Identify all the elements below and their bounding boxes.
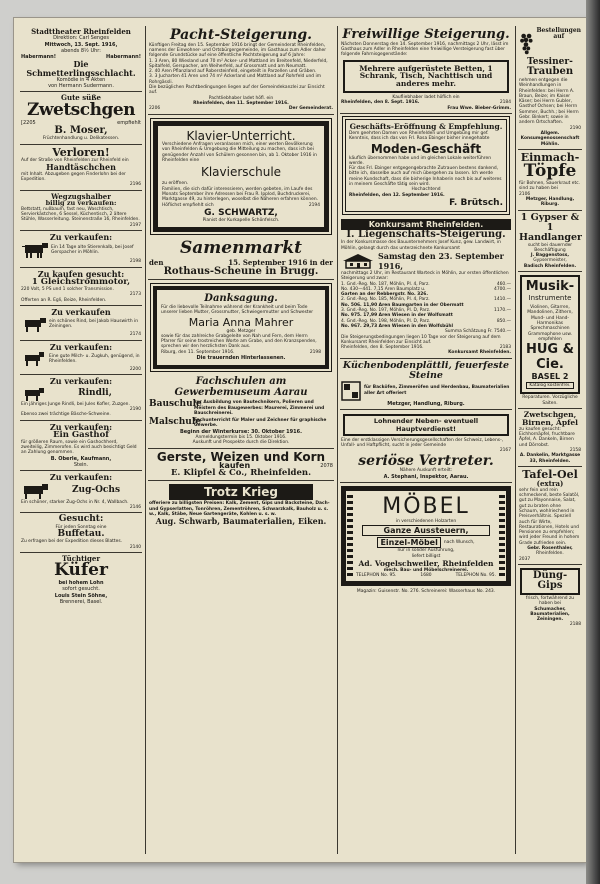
theater-time: abends 8½ Uhr: [61,47,101,54]
ad-fachschulen [148,375,334,448]
house-icon [341,253,375,269]
kuechen-name: Metzger, Handlung, Riburg. [387,400,465,407]
konkurs-item-value: 1410.— [494,297,511,303]
ad-moebel [341,486,511,586]
freiwillig-name: Frau Wwe. Bieber-Grimm. [447,105,511,111]
duengips-text: frisch, fortwährend zu haben bei [525,595,575,607]
ad-klavier [153,121,329,233]
rindli-text: Ein jähriges Junge Rindli, bei Jules Kofler, Zuzgen. [21,401,130,407]
verloren-text2: mit Inhalt. Abzugeben gegen Finderlohn bei der Expedition. [21,171,126,183]
ad-samenmarkt [148,238,334,280]
ad-gerste [148,449,334,482]
dank-title: Danksagung. [204,293,278,305]
duengips-name: Schumacher, Baumaterialien, Zeiningen. [530,606,570,623]
ad-stadttheater [20,26,142,92]
moebel-l3: Einzel-Möbel [377,537,440,548]
konkurs-date: Samstag den 23. September 1916, [378,250,504,271]
pacht-place: Rheinfelden, den 11. September 1916. [193,100,289,106]
konkurs-item: 4. Gnd.-Reg. No. 198, Möhlin, Pl. D, Parz. [341,318,431,324]
zugochs-text: Ein schöner, starker Zug-Ochs in Nr. 4, Wallbach. [21,499,129,505]
gerste-ref: 2078 [320,463,333,470]
zwetschgen-trade: Früchtenhandlung u. Delikatessen. [42,136,120,142]
dank-born: geb. Metzger [226,328,256,334]
fachschulen-info: Auskunft und Prospekte durch die Direktion. [192,440,290,446]
rindli-extra: Ebenso zwei trächtige Bäsche-Schweine. [21,412,111,418]
zwetschgen-top: Gute süße [61,93,101,103]
tessiner-title3: Tessiner- [527,57,573,67]
gerste-title: Gerste, Weizen und Korn [156,449,326,464]
pacht-ref: 2206 [149,106,161,112]
konkurs-p2: nachmittags 2 Uhr, im Restaurant Warteck in Möhlin, zur ersten öffentlichen Steigerung und zwar: [341,270,509,282]
konkurs-item-value: 4700.— [494,286,511,292]
konkurs-item-value: 1170.— [494,308,511,314]
ox-icon [21,482,51,500]
gypser-l1: 1 Gypser & [520,211,580,223]
wegzug-title: Wegzugshalber [51,191,111,201]
dank-sign: Die trauernden Hinterlassenen. [196,355,286,362]
konkurs-p3: Die Steigerungsbedingungen liegen 10 Tage vor der Steigerung auf dem Konkursamt Rheinfelden zur Einsicht auf. [341,334,501,345]
kuefer-top: Tüchtiger [61,553,101,563]
pacht-title: Pacht-Steigerung. [169,27,313,43]
kuh-ref: 2198 [129,259,141,265]
fachschulen-termin: Anmeldungstermin bis 15. Oktober 1916. [195,434,287,440]
lohnender-info: Nähere Auskunft erteilt: [399,468,453,474]
malschule-text: Fachunterricht für Maler und Zeichner für graphische Gewerbe. [194,418,327,429]
tessiner-title4: Trauben [526,66,574,78]
gasthof-title: Zu verkaufen: [49,421,113,432]
ad-musik [518,272,582,409]
musik-repair: Reparaturen. Vorzügliche Saiten. [522,395,578,406]
zwetschgen-recommend: empfiehlt [117,119,141,126]
theater-cast-left: Habermann! [21,53,56,60]
newspaper-page [14,18,586,862]
klavier-title: Klavier-Unterricht. [186,128,296,143]
wegzug-ref: 2197 [129,222,141,228]
theater-date: Mittwoch, 13. Sept. 1916, [44,41,118,48]
cow-icon [21,241,51,259]
tafel-place: Rheinfelden. [536,551,564,557]
ad-gypser [518,211,582,272]
konkurs-item: 1. Gnd.-Reg. No. 187, Möhlin, Pl. 4, Parz. [341,281,430,287]
pacht-sign: Der Gemeinderat. [288,106,333,112]
gypser-text: sucht bei dauernder Beschäftigung [527,242,573,253]
zugochs-item: Zug-Ochs [71,484,121,495]
dank-ref: 2198 [309,349,321,355]
gerste-name: E. Klipfel & Co., Rheinfelden. [170,468,312,479]
column-rule [337,26,338,854]
motor-text: Offerten an R. Egli, Beize, Rheinfelden. [21,297,107,303]
musik-list: Violinen, Gitarren, Mandolinen, Zithern, Mund- und Hand-Harmonikas Sprechmaschinen Grammophone usw. empfehlen [527,305,573,342]
kuefer-place: Brennerei, Basel. [59,598,103,605]
ad-zwetschgen-birnen [518,409,582,467]
samenmarkt-title: Samenmarkt [179,238,303,259]
motor-spec: 220 Volt, 5 PS und 1 solcher Transmission. [21,287,114,292]
column-3 [340,26,512,854]
klavier-ref: 2194 [308,202,320,208]
moebel-phone: TELEPHON No. 95. [356,573,397,579]
ad-gesucht [20,513,142,553]
calf-icon [21,386,49,402]
konkurs-item: Garten an der Rebbergstr. No. 326. [341,292,428,298]
ziegen-title: Zu verkaufen: [49,341,113,352]
konkurs-item: No. 967. 29,73 Aren Wiesen in den Wolfsbühl [341,323,453,329]
geschaeft-p1: Dem geehrten Damen von Rheinfelden und Umgebung mir gef. Kenntnis, dass ich das von Frl. Rosa Ebinger bisher innegehabte [349,130,490,142]
tafel-ref: 2037 [519,556,531,562]
gasthof-name: B. Oberle, Kaufmann, [50,455,112,462]
pacht-p4: 3. 3 Jucharten 41 Aren und 74 m² Ackerland und Mattland auf Rohrfeld und im Rohrgässli. [149,74,321,85]
gypser-trade: Gypsermeister, [533,258,567,264]
pacht-p2: 1. 3 Aren, 80 Wiesland und 70 m² Acker- und Mattland im Breitenfeld, Niederfeld, Spitalfeld, Gerspacher, am Weiherfeld, auf Grossmatt und am Neumatt. [149,58,328,69]
pacht-p6: Pachtliebhaber ladet höfl. ein [208,95,274,101]
konkurs-place: Rheinfelden, den 8. September 1916. [341,345,424,351]
ziegen-text: Eine gute Milch- u. Zugkuh, genügend, in Rheinfelden. [49,353,140,364]
tafel-sign: Gebr. Rosenthaler, [527,546,573,552]
moebel-ref: 1680 [420,573,432,579]
ad-toepfe [518,150,582,211]
gesucht-text: Für jeden Sonntag eine [55,524,107,530]
tafel-title: Tafel-Oel [522,467,578,481]
ad-zugochs [20,471,142,513]
rindli-animal: Rindli, [78,387,112,398]
column-1 [20,26,142,854]
theater-direction: Direktion: Carl Senges [53,35,109,42]
geschaeft-p4: Hochachtend [411,187,441,193]
konkurs-item-value: 460.— [496,281,511,287]
toepfe-text: für Bohnen, Sauerkraut etc. sind zu haben bei [519,181,581,192]
bauschule-label: Bauschule [149,399,202,410]
duengips-title: Düng-Gips [520,568,580,595]
fachschulen-title: Fachschulen am Gewerbemuseum Aarau [174,376,308,398]
gasthof-place: Stein. [73,461,89,468]
pacht-p1: Künftigen Freitag den 15. September 1916 bringt der Gemeinderat Rheinfelden, namens der Einwohner- und Ortsbürgergemeinde, im Gasthaus zum Adler daher folgende Grundstücke auf eine öffentliche Pachtsteigerung auf 6 Jahre: [149,42,327,59]
samenmarkt-date: 15. September 1916 in der [228,257,333,267]
motor-item: 1 Gleichstrommotor, [31,277,131,288]
tessiner-ref: 2190 [569,125,581,131]
klavier-p3: Familien, die sich dafür interessieren, werden gebeten, im Laufe des Monats September ihre Adressen bei Frau R. Ipplod, Buchdruckerei, Marktgasse 49, zu hinterlegen, woselbst die Näheren erfahren können. [162,186,319,203]
ad-gasthof [20,421,142,472]
musik-city: BASEL 2 [531,372,569,382]
gesucht-text2: Zu erfragen bei der Expedition dieses Blattes. [21,539,122,545]
ad-kuefer [20,553,142,607]
fachschulen-begin: Beginn der Winterkurse: 30. Oktober 1916. [179,428,303,435]
tafel-sub: (extra) [536,479,564,489]
konkurs-ref: 2183 [499,345,511,351]
kuh-text: Ein 14 Tage alte Stierenkalb, bei Josef Gerspacher in Möhlin. [51,245,134,256]
musik-sub: Instrumente [528,294,572,303]
musik-note: Katalog kostenfrei. [526,382,574,389]
freiwillig-ref: 2184 [499,100,511,106]
krieg-name: Aug. Schwarb, Baumaterialien, Eiken. [155,516,327,527]
konkurs-item: 2. Gnd.-Reg. No. 185, Möhlin, Pl. 4, Parz. [341,297,430,303]
ad-wegzug [20,191,142,231]
motor-title: Zu kaufen gesucht: [37,268,125,279]
ad-geschaeft [342,116,510,215]
freiwillig-p2: Kaufliebhaber ladet höflich ein [392,95,460,101]
ad-kuh [20,231,142,268]
klavier-role: Pianist der Kurkapelle Schönfelsch. [202,217,280,223]
ad-verloren [20,145,142,191]
ad-pacht [148,26,334,115]
krieg-title: Trotz Krieg [169,484,313,500]
duengips-ref: 2188 [569,622,581,628]
geschaeft-p3: Für das Frl. Ebinger entgegengebrachte Zutrauen bestens dankend, bitte ich, dasselbe auch auf mich übergehen zu lassen. Ich werde meine Kundschaft, dass die bisherige Inhaberin noch bis auf weiteres in meinem Geschäfte tätig sein wird. [349,166,502,187]
freiwillig-place: Rheinfelden, den 8. Sept. 1916. [341,100,420,106]
ad-rind [20,306,142,341]
theater-genre: Komödie in 4 Akten [56,76,106,83]
konkurs-item: No. 430—441. 7,15 Aren Baumplatz u. [341,286,426,292]
konkurs-item-value: 850.— [496,318,511,324]
moebel-phone2: TELEPHON No. 95. [455,573,496,579]
lohnender-text: Eine der erstklassigen Versicherungsgesellschaften der Schweiz, Lebens-, Unfall- und Haftpflicht, sucht in jeder Gemeinde [341,437,504,449]
theater-play: Die Schmetterlingsschlacht. [26,59,136,78]
kuefer-title: Küfer [54,560,108,581]
gypser-l2: 1 Handlanger [519,221,582,243]
tile-icon [341,381,361,401]
verloren-title: Verloren! [52,145,110,159]
kuefer-name: Louis Stein Söhne, [54,592,108,599]
ornament-left [347,495,353,577]
ad-tessiner [518,26,582,150]
freiwillig-title: Freiwillige Steigerung. [342,27,510,42]
pacht-p3: 2. 40 Aren Pflanzland auf Robersteinfeld, eingeteilt in Parzellen und Gräben. [149,69,317,75]
konkurs-sign: Konkursamt Rheinfelden. [448,350,511,356]
konkurs-item: 3. Gnd.-Reg. No. 197, Möhlin, Pl. D, Parz. [341,308,431,314]
gerste-buy: kaufen [219,461,251,471]
moebel-l4: nur in solider Ausführung, [397,548,455,554]
pacht-p5: Die bezüglichen Pachtbedingungen liegen auf der Gemeindekanzlei zur Einsicht auf. [149,85,325,96]
kuh-title: Zu verkaufen: [49,232,113,242]
gasthof-text: für größeren Raum, sowie ein Gashochherd, zweiteilig, Zimmerofen. Es wird auch besichtigt Geld an Zahlung genommen. [21,439,137,456]
krieg-text: offeriere zu billigsten Preisen: Kalk, Zement, Gips und Backsteine, Dach- und Gypserlatten, Tonröhren, Zementröhren, Schwarzkalk, Bauholz u. s. w., Kalk, Stäbe, Neue Gartengeräte, Kohlen u. s. w. [149,501,330,517]
konkurs-items [341,282,511,330]
book-spine [586,0,600,884]
konkurs-subtitle: I. Liegenschafts-Steigerung. [346,228,506,240]
verloren-item: Handtäschchen [46,162,116,173]
tessiner-title2: auf [553,33,565,41]
lohnender-name: A. Stephani, Inspektor, Aarau. [383,473,469,480]
samenmarkt-place: Rothaus-Scheune in Brugg. [163,265,319,277]
ad-ziegen [20,341,142,376]
wegzug-text: Bettstatt, nußbaum, fast neu, Waschtisch, Servierkästchen, 6 Sessel, Küchentisch, 2 ältere Stühle, Wasserleitung. Steinenstraße 16, Rheinfelden. [21,206,140,223]
ad-motor [20,268,142,306]
dank-place: Riburg, den 11. September 1916. [161,349,235,355]
dank-name: Maria Anna Mahrer [188,315,294,329]
gesucht-item: Buffetau. [57,528,105,539]
birnen-text: zu kaufen gesucht: Eichhornäpfel, fruchtbare Äpfel, A. Dankeln, Birnen und Dörrobst. [519,426,575,448]
ad-konkurs [340,217,512,359]
lohnender-ref: 2167 [499,448,511,454]
verloren-text: Auf der Straße von Rheinfelden zur Rheinfeld ein [21,158,129,164]
rind-title: Zu verkaufen [51,306,111,317]
column-rule [145,26,146,854]
klavier-p1: Verschiedene Anfragen veranlassen mich, einer werten Bevölkerung von Rheinfelden & Umgebung die Mitteilung zu machen, dass ich bei genügender Anzahl von Schülern gesonnen bin, ab 1. Oktober 1916 in Rheinfelden eine [162,142,317,164]
geschaeft-shop: Moden-Geschäft [370,141,482,156]
ornament-right [499,495,505,577]
klavier-p4: Höflichst empfiehlt sich [162,202,214,208]
toepfe-title2: Töpfe [523,161,577,182]
birnen-ref: 2158 [569,447,581,453]
ad-krieg [148,481,334,527]
musik-title: Musik- [525,279,575,295]
tafel-text: sehr fein und rein schmeckend, beste Salatöl, gut zu Mayonnaise, Salat, gut zu braten ohne Schaum, wohlriechend in Preisverhältnis. Speziell auch für Wirte, Restaurationen, Hotels und Pensionen zu empfehlen; wird jeder Freund in hohem Grade zufrieden sein. [519,487,580,546]
tessiner-name: Allgem. Konsumgenossenschaft Möhlin. [520,130,580,147]
ad-zwetschgen [20,92,142,144]
malschule-label: Malschule [149,417,201,428]
ziegen-ref: 2200 [129,366,141,372]
ad-duengips [518,565,582,630]
klavier-p2: zu eröffnen. [162,181,189,187]
moebel-sub: mech. Bau- und Möbelschreinerei. [383,567,469,573]
freiwillig-p1: Nächsten Donnerstag den 14. September 1916, nachmittags 2 Uhr, lässt im Gasthaus zum Adler in Rheinfelden eine freiwillige Versteigerung fast über folgende Fahrnisgegenstände: [341,41,509,58]
konkurs-title: Konkursamt Rheinfelden. [341,219,511,230]
dank-p1: Für die liebevolle Teilnahme während der Krankheit und beim Tode unserer lieben Mutter, Grossmutter, Schwiegermutter und Schwester [161,304,314,316]
kuechen-title: Küchenbodenplättli, feuerfeste Steine [342,359,510,381]
column-2 [148,26,334,854]
geschaeft-p2: käuflich übernommen habe und im gleichen Lokale weiterführen werde. [349,155,491,166]
gesucht-ref: 2140 [129,544,141,550]
wegzug-subtitle: billig zu verkaufen: [45,199,117,207]
grapes-icon [519,28,534,58]
moebel-l5: liefert billigst [411,553,441,559]
zugochs-ref: 2146 [129,504,141,510]
moebel-title: MÖBEL [382,493,470,519]
moebel-l3b: nach Wunsch, [443,540,475,546]
gypser-name: J. Baggenstoss, [530,253,570,259]
toepfe-name: Metzger, Handlung, Riburg. [525,197,575,208]
rind-ref: 2174 [129,332,141,338]
zwetschgen-phone: [2205 [21,119,36,126]
zugochs-title: Zu verkaufen: [49,472,113,483]
zwetschgen-name: B. Moser, [54,124,108,136]
theater-cast-right: Habermann! [106,53,141,60]
birnen-title: Zwetschgen, Birnen, Äpfel [522,410,578,427]
konkurs-item: No. 975. 17,99 Aren Wiesen in der Wolfsmatt [341,313,453,319]
moebel-footer: Magazin: Guisenstr. No. 276. Schreinerei: Wasserhaus No. 243. [356,589,496,595]
gypser-place: Badisch Rheinfelden. [523,263,577,269]
kuefer-text: bei hohem Lohn [58,580,104,587]
klavier-name: G. SCHWARTZ, [204,207,278,218]
rind-text: ein schönes Rind, bei Jakob Hauswirth in Zeiningen. [49,318,138,330]
ad-freiwillig [340,26,512,114]
freiwillig-box: Mehrere aufgerüstete Betten, 1 Schrank, Tisch, Nachttisch und anderes mehr. [343,60,509,94]
column-rule [515,26,516,854]
birnen-name: A. Dankelin, Marktgasse 33, Rheinfelden. [519,453,581,464]
verloren-ref: 2196 [129,182,141,188]
toepfe-title1: Einmach- [520,150,580,164]
lohnender-title: Lohnender Neben- eventuell Hauptverdienst! [343,414,509,436]
konkurs-p1: In der Konkursmasse des Bauunternehmers Josef Kunz, gew. Landwirt, in Möhlin, gelangt durch das unterzeichnete Konkursamt [341,240,501,251]
dank-p2: sowie für das zahlreiche Grabgeleite von Nah und Fern, dem Herrn Pfarrer für seine trostreichen Worte am Grabe, und den Kranzspenden, sprechen wir den herzlichsten Dank aus. [161,333,317,350]
kuechen-text: für Backöfen, Zimmeröfen und Herdenbau, Baumaterialien aller Art offeriert [364,385,510,396]
konkurs-item: No. 506. 11,90 Aren Baumgarten in der Obermatt [341,302,464,308]
ad-rindli [20,375,142,420]
kuefer-text2: sofort gesucht. [62,586,100,593]
ad-danksagung [153,286,329,369]
geschaeft-name: F. Brütsch. [449,197,503,208]
toepfe-ref: 2106 [519,191,531,197]
konkurs-total: Summa Schätzung Fr. 7540.— [444,329,511,335]
bauschule-text: zur Ausbildung von Bautechnikern, Polieren und Meistern des Baugewerbes: Maurerei, Zimmerei und Bauschreinerei. [194,400,325,416]
geschaeft-place: Rheinfelden, den 12. September 1916. [349,192,445,198]
moebel-l2: Ganze Aussteuern, [362,525,490,536]
zwetschgen-title: Zwetschgen [26,99,136,120]
tessiner-title1: Bestellungen [536,27,581,34]
gasthof-item: Ein Gasthof [53,429,109,440]
gesucht-title: Gesucht: [58,514,104,525]
theater-title: Stadttheater Rheinfelden [31,27,131,36]
tessiner-text: nehmen entgegen die Weinhandlungen in Rheinfelden: bei Herrn A. Braun, Beize; im Kaiser Käser; bei Herrn Gubler, Gasthof Ochsen; bei Herrn Sommer, Buchh.; bei Herrn Gebr. Binkert; sowie in andern Ortschaften. [519,77,579,126]
ad-kuechen [340,359,512,410]
klavier-school: Klavierschule [200,165,282,180]
rindli-title: Zu verkaufen: [49,376,113,387]
samenmarkt-date-pre: den [149,257,164,267]
ad-lohnender [340,410,512,483]
lohnender-big: seriöse Vertreter. [358,452,494,469]
motor-ref: 2173 [129,292,141,298]
musik-brand: HUG & Cie. [526,342,574,373]
rindli-ref: 2190 [129,406,141,412]
goat-icon [21,351,49,367]
column-4 [518,26,582,854]
cattle-icon [21,316,49,332]
theater-author: von Hermann Sudermann. [48,83,114,90]
ad-tafeloel [518,467,582,565]
moebel-l1: in verschiedenen Holzarten [395,518,457,524]
moebel-name: Ad. Vogelschweiler, Rheinfelden [358,558,494,568]
geschaeft-title: Geschäfts-Eröffnung & Empfehlung. [349,122,503,132]
